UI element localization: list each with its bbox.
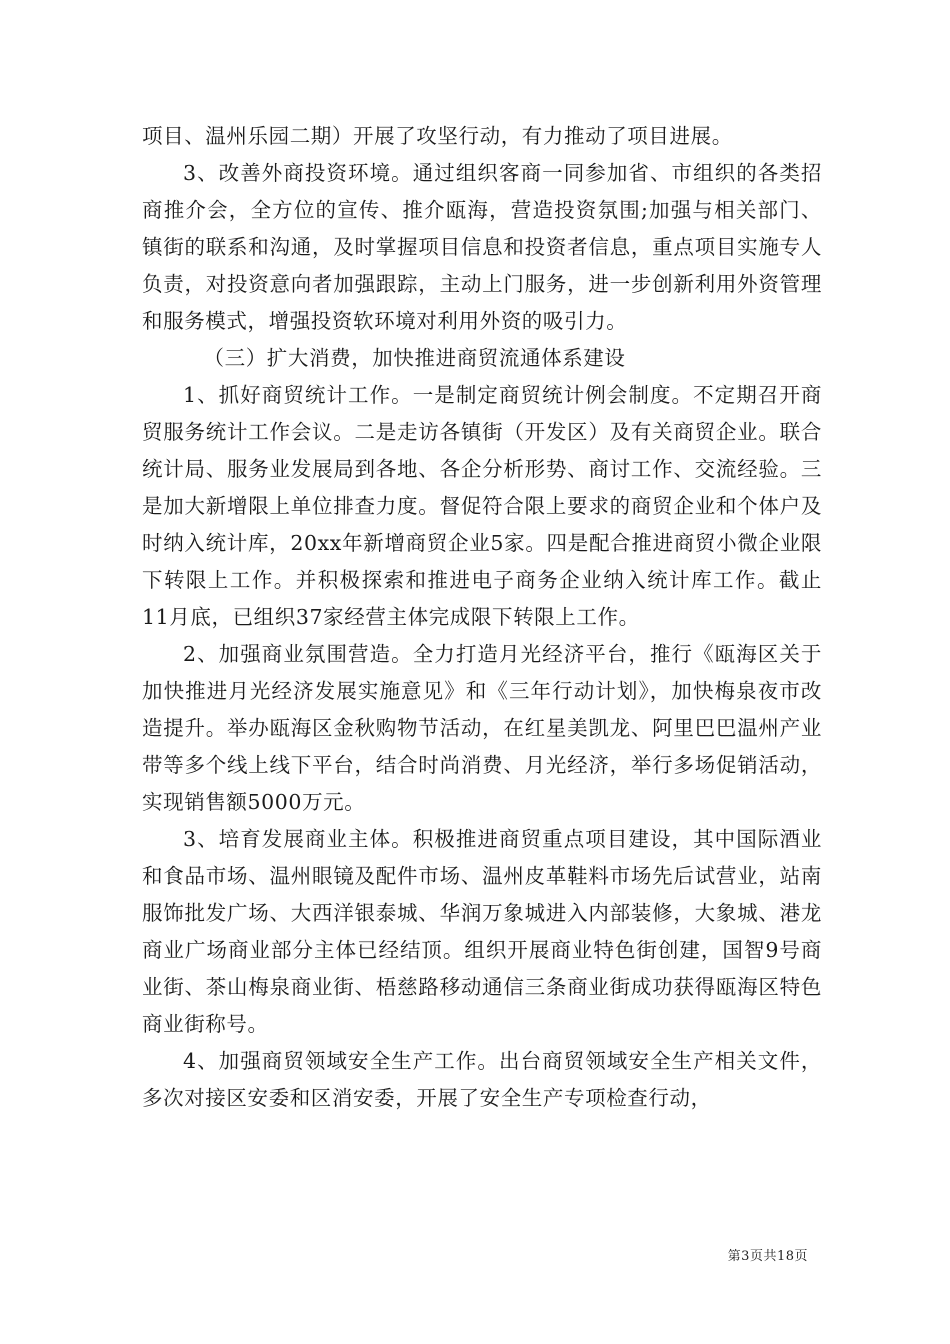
paragraph-item-2-commerce-atmosphere: 2、加强商业氛围营造。全力打造月光经济平台，推行《瓯海区关于加快推进月光经济发展实施意见》和《三年行动计划》，加快梅泉夜市改造提升。举办瓯海区金秋购物节活动，在红星美凯龙、阿里巴巴温州产业带等多个线上线下平台，结合时尚消费、月光经济，举行多场促销活动，实现销售额5000万元。 bbox=[142, 642, 822, 814]
paragraph-continuation: 项目、温州乐园二期）开展了攻坚行动，有力推动了项目进展。 bbox=[142, 124, 733, 148]
page-number: 第3页共18页 bbox=[727, 1249, 808, 1264]
paragraph-item-3-foreign-investment: 3、改善外商投资环境。通过组织客商一同参加省、市组织的各类招商推介会，全方位的宣传、推介瓯海，营造投资氛围;加强与相关部门、镇街的联系和沟通，及时掌握项目信息和投资者信息，重点项目实施专人负责，对投资意向者加强跟踪，主动上门服务，进一步创新利用外资管理和服务模式，增强投资软环境对利用外资的吸引力。 bbox=[142, 161, 822, 333]
paragraph-item-4-safety: 4、加强商贸领域安全生产工作。出台商贸领域安全生产相关文件，多次对接区安委和区消安委，开展了安全生产专项检查行动， bbox=[142, 1049, 822, 1110]
body-text bbox=[142, 118, 822, 1117]
paragraph-item-1-statistics: 1、抓好商贸统计工作。一是制定商贸统计例会制度。不定期召开商贸服务统计工作会议。二是走访各镇街（开发区）及有关商贸企业。联合统计局、服务业发展局到各地、各企分析形势、商讨工作、交流经验。三是加大新增限上单位排查力度。督促符合限上要求的商贸企业和个体户及时纳入统计库，20xx年新增商贸企业5家。四是配合推进商贸小微企业限下转限上工作。并积极探索和推进电子商务企业纳入统计库工作。截止11月底，已组织37家经营主体完成限下转限上工作。 bbox=[142, 383, 822, 629]
section-heading-3: （三）扩大消费，加快推进商贸流通体系建设 bbox=[203, 346, 626, 370]
paragraph-item-3-business-entities: 3、培育发展商业主体。积极推进商贸重点项目建设，其中国际酒业和食品市场、温州眼镜及配件市场、温州皮革鞋料市场先后试营业，站南服饰批发广场、大西洋银泰城、华润万象城进入内部装修，大象城、港龙商业广场商业部分主体已经结顶。组织开展商业特色街创建，国智9号商业街、茶山梅泉商业街、梧慈路移动通信三条商业街成功获得瓯海区特色商业街称号。 bbox=[142, 827, 822, 1036]
